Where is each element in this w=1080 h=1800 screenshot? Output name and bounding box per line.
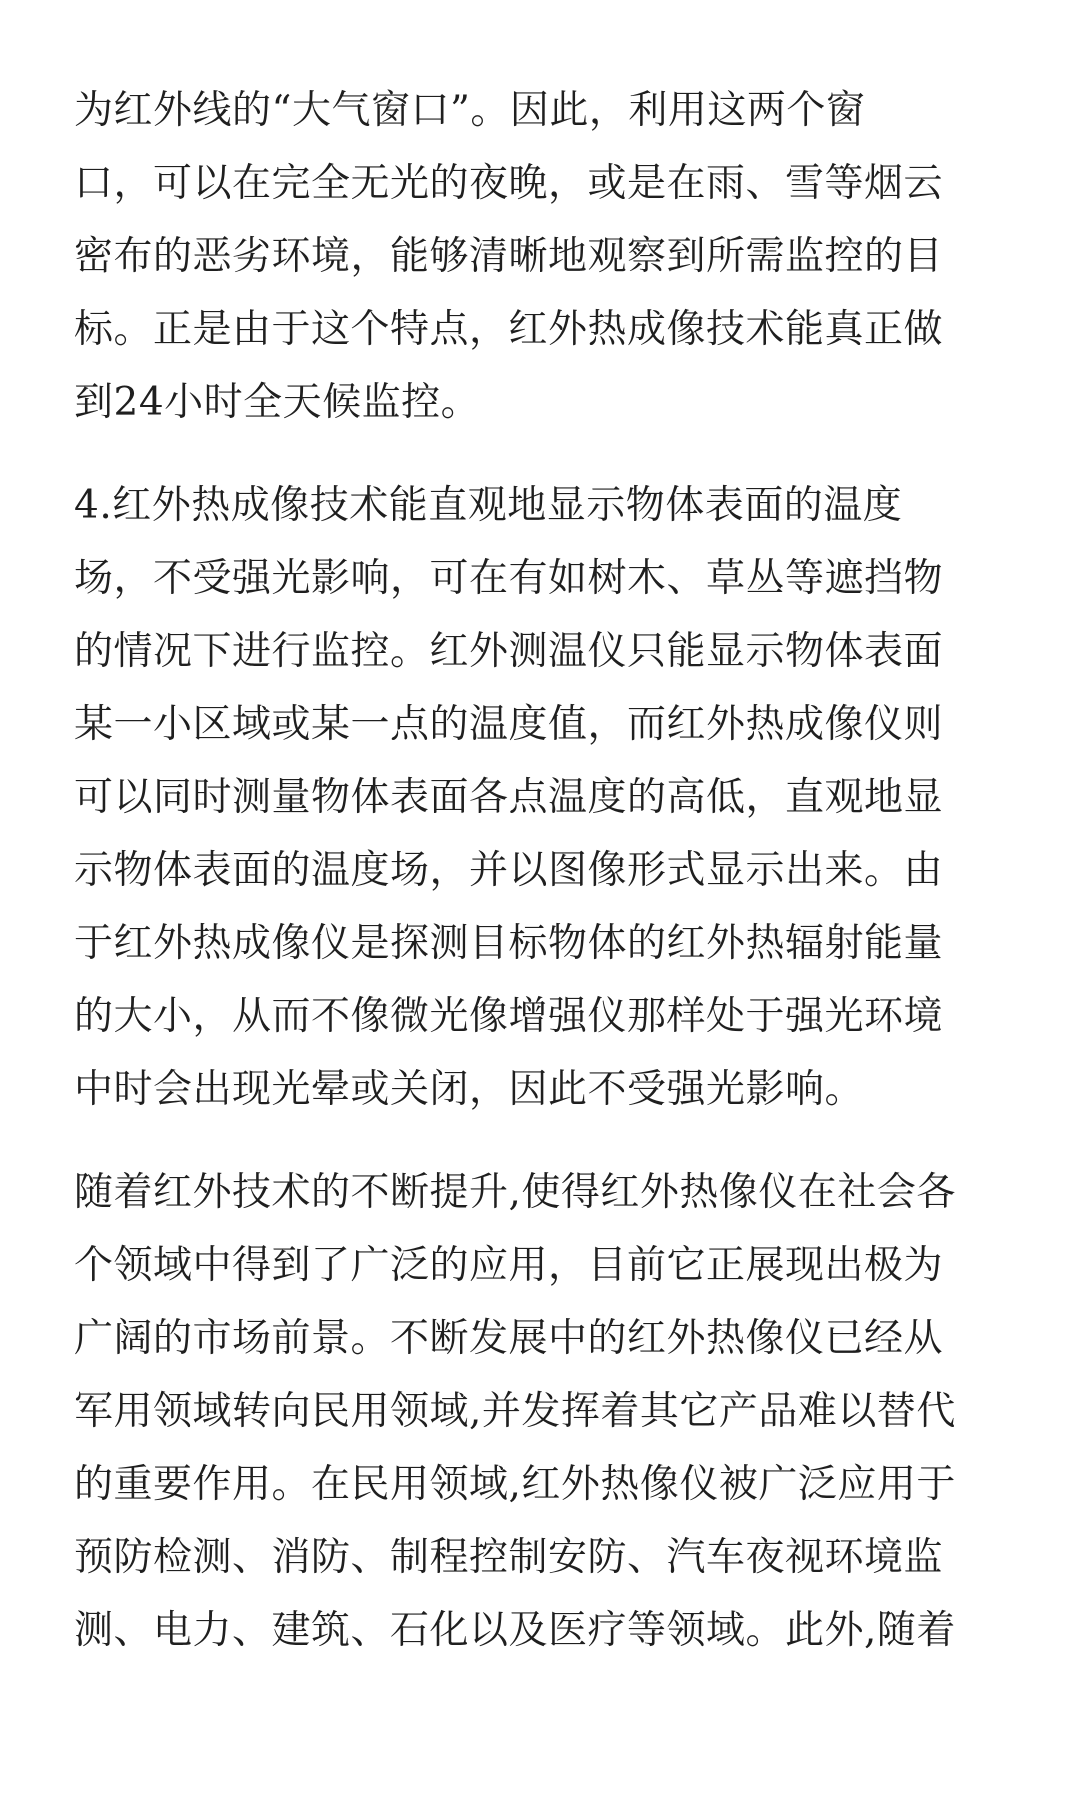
text-line: 为红外线的“大气窗口”。因此，利用这两个窗: [74, 88, 866, 133]
paragraph-temperature-field: [74, 469, 1014, 1126]
text-line: 于红外热成像仪是探测目标物体的红外热辐射能量: [74, 921, 944, 966]
text-line: 示物体表面的温度场，并以图像形式显示出来。由: [74, 848, 944, 893]
paragraph-spacer: [74, 439, 1014, 469]
text-line: 预防检测、消防、制程控制安防、汽车夜视环境监: [74, 1535, 944, 1580]
text-line: 4.红外热成像技术能直观地显示物体表面的温度: [74, 483, 903, 528]
text-line: 个领域中得到了广泛的应用，目前它正展现出极为: [74, 1243, 944, 1288]
paragraph-window-monitoring: [74, 74, 1014, 439]
text-line: 随着红外技术的不断提升,使得红外热像仪在社会各: [74, 1170, 956, 1215]
text-line: 口，可以在完全无光的夜晚，或是在雨、雪等烟云: [74, 161, 944, 206]
text-line: 广阔的市场前景。不断发展中的红外热像仪已经从: [74, 1316, 944, 1361]
text-line: 某一小区域或某一点的温度值，而红外热成像仪则: [74, 702, 944, 747]
text-line: 密布的恶劣环境，能够清晰地观察到所需监控的目: [74, 234, 944, 279]
text-line: 场，不受强光影响，可在有如树木、草丛等遮挡物: [74, 556, 944, 601]
text-line: 的重要作用。在民用领域,红外热像仪被广泛应用于: [74, 1462, 956, 1507]
text-line: 标。正是由于这个特点，红外热成像技术能真正做: [74, 307, 944, 352]
text-line: 的情况下进行监控。红外测温仪只能显示物体表面: [74, 629, 944, 674]
text-line: 中时会出现光晕或关闭，因此不受强光影响。: [74, 1067, 865, 1112]
paragraph-market-outlook: [74, 1156, 1014, 1667]
text-line: 到24小时全天候监控。: [74, 380, 481, 425]
article-body: [74, 74, 1014, 1667]
text-line: 测、电力、建筑、石化以及医疗等领域。此外,随着: [74, 1608, 956, 1653]
text-line: 可以同时测量物体表面各点温度的高低，直观地显: [74, 775, 944, 820]
paragraph-spacer: [74, 1126, 1014, 1156]
text-line: 军用领域转向民用领域,并发挥着其它产品难以替代: [74, 1389, 956, 1434]
text-line: 的大小，从而不像微光像增强仪那样处于强光环境: [74, 994, 944, 1039]
